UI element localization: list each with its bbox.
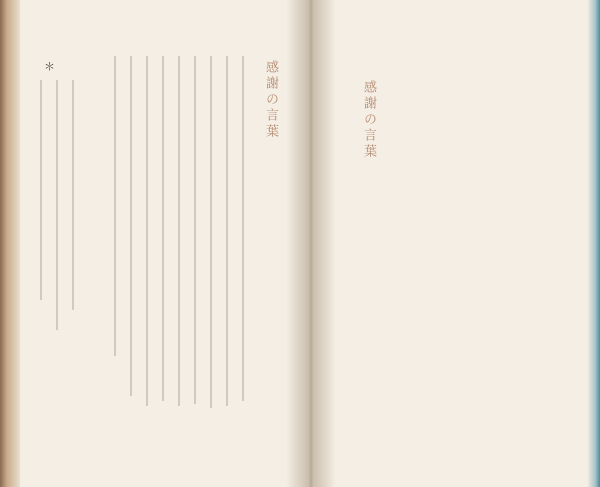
- text-column: [40, 80, 42, 300]
- right-page-edge: [588, 0, 600, 487]
- text-column: [72, 80, 74, 310]
- text-column: [56, 80, 58, 330]
- section-title: 感謝の言葉: [263, 60, 278, 140]
- left-page-edge: [0, 0, 20, 487]
- text-column: [146, 56, 148, 406]
- text-column: [114, 56, 116, 356]
- text-column: [130, 56, 132, 396]
- footnote-block: [40, 80, 100, 330]
- book-gutter: [286, 0, 336, 487]
- main-text-block: [114, 56, 254, 416]
- text-column: [242, 56, 244, 401]
- text-column: [210, 56, 212, 408]
- right-page: [336, 0, 588, 487]
- text-column: [194, 56, 196, 404]
- note-marker: ＊: [44, 60, 55, 73]
- text-column: [178, 56, 180, 406]
- text-column: [162, 56, 164, 401]
- left-page: [24, 0, 286, 487]
- section-title-right: 感謝の言葉: [361, 80, 376, 160]
- text-column: [226, 56, 228, 406]
